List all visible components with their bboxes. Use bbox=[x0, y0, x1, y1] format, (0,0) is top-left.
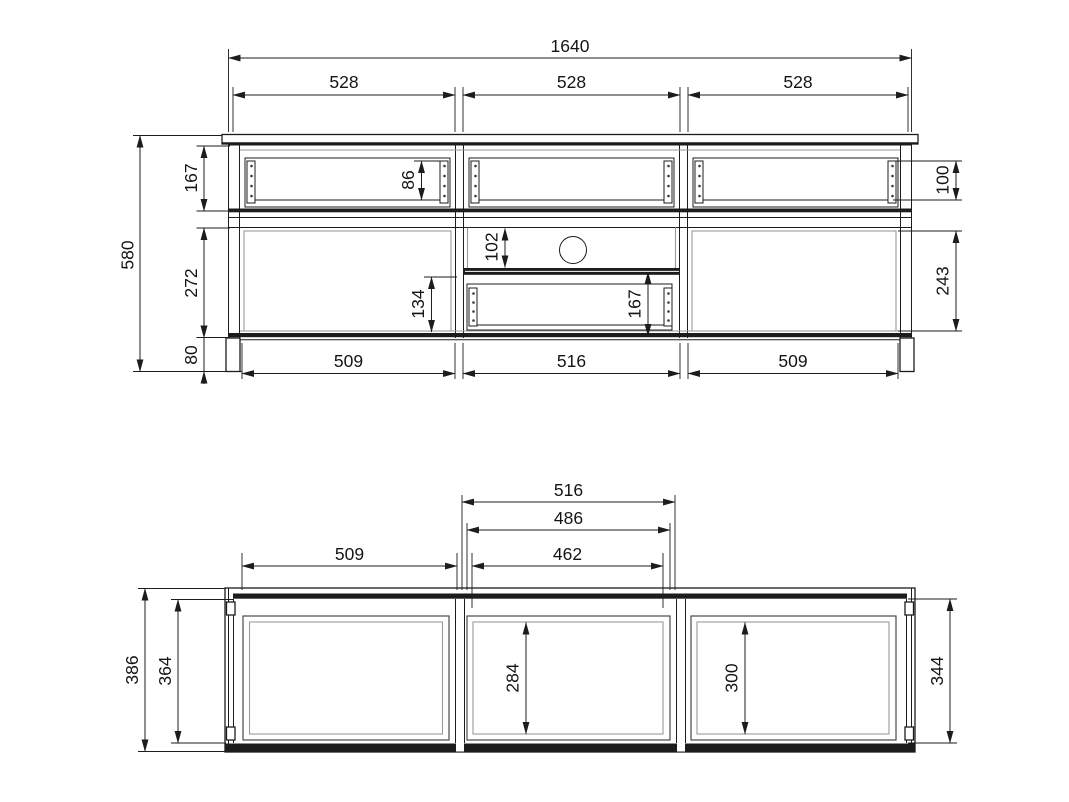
bottom-board bbox=[228, 333, 912, 337]
right-compartment bbox=[692, 231, 896, 331]
plan-outline bbox=[225, 588, 915, 752]
dim-label-center-section-width: 516 bbox=[553, 480, 584, 500]
drawer-front-right bbox=[693, 158, 898, 207]
plan-view bbox=[122, 480, 957, 752]
dim-label-bottom-width-3: 509 bbox=[778, 351, 808, 371]
dim-label-drawer-rail-height: 86 bbox=[398, 170, 418, 190]
dim-label-niche-height: 102 bbox=[481, 232, 502, 262]
dim-label-overall-height: 580 bbox=[117, 240, 138, 270]
drawer-row-divider-board bbox=[228, 209, 912, 213]
dim-label-right-compartment-depth: 300 bbox=[721, 663, 742, 693]
dim-label-right-drawer-opening: 100 bbox=[932, 165, 953, 195]
drawer-fronts bbox=[245, 158, 898, 330]
dim-center-section-width bbox=[462, 480, 675, 590]
dim-label-overall-width: 1640 bbox=[550, 36, 590, 56]
dim-label-middle-section-height: 272 bbox=[181, 268, 201, 298]
front-left-leg bbox=[226, 338, 240, 372]
dim-bottom-widths bbox=[242, 343, 898, 379]
dim-label-center-inner-width: 486 bbox=[553, 508, 584, 528]
dim-center-compartment-depth bbox=[503, 623, 527, 735]
drawer-front-left bbox=[245, 158, 450, 207]
dim-left-inner-height bbox=[408, 277, 457, 332]
dim-label-upper-section-height: 167 bbox=[181, 163, 201, 193]
front-view-cabinet-structure bbox=[222, 135, 918, 372]
plan-center-compartment bbox=[467, 616, 670, 740]
dim-label-center-drawer-height: 167 bbox=[624, 289, 645, 319]
dim-label-right-inner-depth: 344 bbox=[927, 656, 947, 686]
dim-left-inner-width bbox=[242, 544, 457, 590]
plan-leg-back-left bbox=[227, 602, 236, 615]
front-right-leg bbox=[900, 338, 914, 372]
dim-label-right-compartment-height: 243 bbox=[932, 266, 953, 296]
dim-right-compartment-height bbox=[898, 231, 962, 331]
dim-label-left-inner-height: 134 bbox=[408, 289, 428, 319]
dim-label-inner-depth: 364 bbox=[155, 656, 175, 686]
plan-leg-front-left bbox=[227, 727, 236, 740]
dim-section-widths bbox=[233, 72, 908, 132]
dim-middle-section-height bbox=[181, 228, 230, 338]
plan-leg-front-right bbox=[905, 727, 914, 740]
dim-inner-depth bbox=[155, 600, 234, 744]
dim-center-drawer-height bbox=[625, 272, 649, 336]
dim-label-left-inner-width: 509 bbox=[334, 544, 365, 564]
dim-label-bottom-width-2: 516 bbox=[556, 351, 587, 371]
dim-right-compartment-depth bbox=[722, 623, 746, 735]
front-view bbox=[118, 36, 963, 384]
dim-overall-height bbox=[118, 136, 243, 372]
dim-label-plinth-height: 80 bbox=[181, 345, 201, 365]
back-panel bbox=[233, 594, 907, 599]
dim-niche-height bbox=[482, 229, 506, 268]
dim-label-section-width-3: 528 bbox=[783, 72, 813, 92]
dim-label-center-compartment-depth: 284 bbox=[502, 663, 523, 693]
dim-right-drawer-opening bbox=[893, 161, 962, 200]
dim-label-overall-depth: 386 bbox=[122, 655, 142, 685]
dim-plinth-height bbox=[181, 325, 204, 384]
dim-label-center-drawer-width: 462 bbox=[552, 544, 583, 564]
cable-hole bbox=[560, 237, 587, 264]
dim-label-section-width-2: 528 bbox=[556, 72, 587, 92]
drawer-front-center bbox=[469, 158, 674, 207]
dim-upper-section-height bbox=[181, 146, 230, 211]
plan-leg-back-right bbox=[905, 602, 914, 615]
plan-view-cabinet-structure bbox=[225, 588, 915, 752]
plan-left-compartment bbox=[243, 616, 449, 740]
front-edge-board bbox=[225, 744, 915, 752]
dim-label-bottom-width-1: 509 bbox=[333, 351, 364, 371]
dim-label-section-width-1: 528 bbox=[329, 72, 359, 92]
